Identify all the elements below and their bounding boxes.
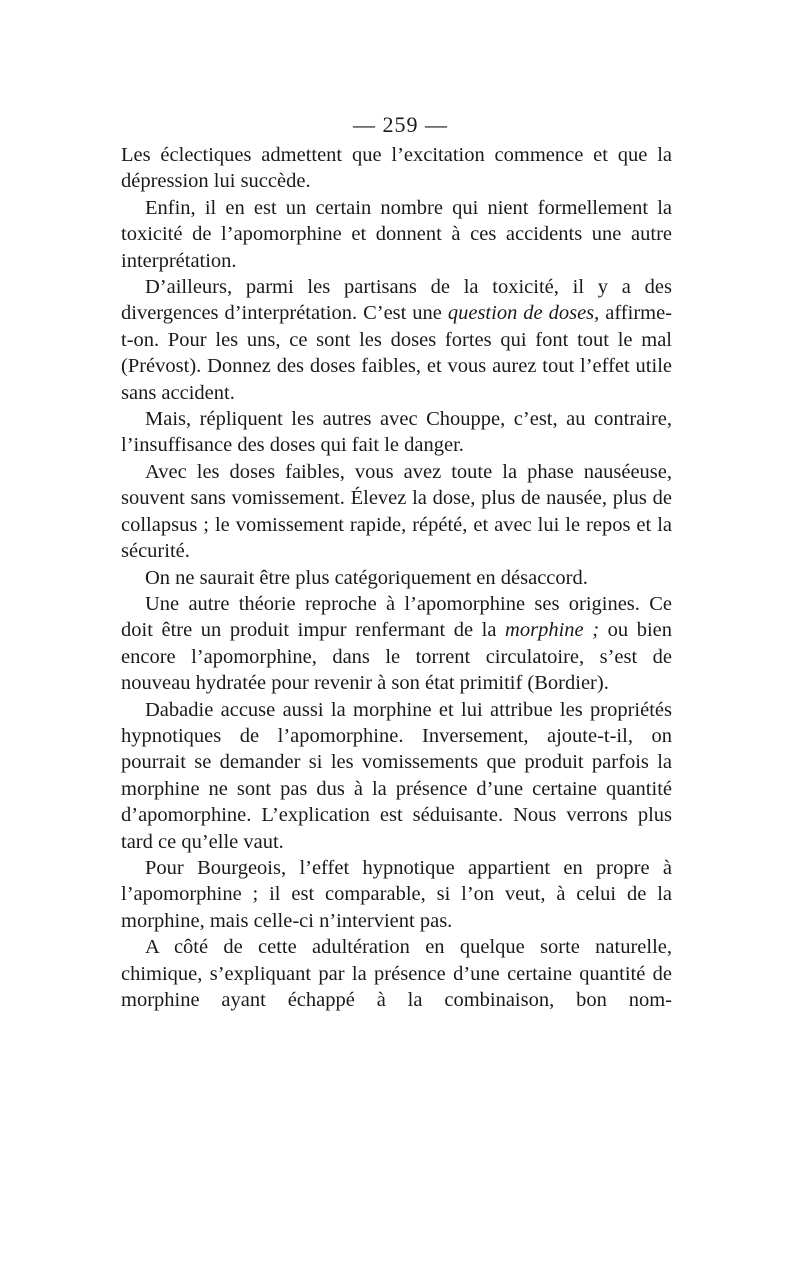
book-page: [121, 112, 672, 1013]
paragraph-3-italic: question de doses: [447, 302, 595, 325]
paragraph-6: [121, 565, 672, 591]
paragraph-10: [121, 934, 672, 1013]
paragraph-1: [121, 142, 672, 195]
paragraph-2: [121, 195, 672, 274]
paragraph-3: [121, 274, 672, 406]
paragraph-7: [121, 591, 672, 697]
paragraph-5: [121, 459, 672, 565]
paragraph-3-text-b: , affirme-t-on. Pour les uns, ce sont les doses fortes qui font tout le mal (Prévost). Donnez des doses faibles, et vous aurez tout l’effet utile sans accident.: [121, 302, 673, 404]
paragraph-7-text-a: Une autre théorie reproche à l’apomorphine ses origines. Ce doit être un produit impur renfermant de la: [121, 592, 672, 642]
paragraph-2-text: Enfin, il en est un certain nombre qui nient formellement la toxicité de l’apomorphine et donnent à ces accidents une autre interprétation.: [121, 196, 672, 272]
paragraph-9-text: Pour Bourgeois, l’effet hypnotique appartient en propre à l’apomorphine ; il est comparable, si l’on veut, à celui de la morphine, mais celle-ci n’intervient pas.: [121, 856, 672, 932]
page-number: — 259 —: [353, 112, 448, 137]
paragraph-4: [121, 406, 672, 459]
paragraph-10-text: A côté de cette adultération en quelque sorte naturelle, chimique, s’expliquant par la présence d’une certaine quantité de morphine ayant échappé à la combinaison, bon nom-: [121, 936, 672, 1011]
paragraph-1-text: Les éclectiques admettent que l’excitation commence et que la dépression lui succède.: [121, 144, 672, 193]
paragraph-9: [121, 855, 672, 934]
paragraph-6-text: On ne saurait être plus catégoriquement en désaccord.: [145, 566, 588, 589]
paragraph-4-text: Mais, répliquent les autres avec Chouppe, c’est, au contraire, l’insuffisance des doses qui fait le danger.: [121, 408, 672, 457]
paragraph-5-text: Avec les doses faibles, vous avez toute la phase nauséeuse, souvent sans vomissement. Élevez la dose, plus de nausée, plus de collapsus ; le vomissement rapide, répété, et avec lui le repos et la sécurité.: [121, 460, 672, 563]
paragraph-8-text: Dabadie accuse aussi la morphine et lui attribue les propriétés hypnotiques de l’apomorphine. Inversement, ajoute-t-il, on pourrait se demander si les vomissements que produit parfois la morphine ne sont pas dus à la présence d’une certaine quantité d’apomorphine. L’explication est séduisante. Nous verrons plus tard ce qu’elle vaut.: [121, 698, 672, 853]
paragraph-7-italic: morphine ;: [505, 619, 600, 642]
paragraph-7-text-b: ou bien encore l’apomorphine, dans le torrent circulatoire, s’est de nouveau hydratée pour revenir à son état primitif (Bordier).: [121, 619, 673, 695]
paragraph-8: [121, 697, 672, 855]
paragraph-3-text-a: D’ailleurs, parmi les partisans de la toxicité, il y a des divergences d’interprétation. C’est une: [121, 276, 672, 325]
